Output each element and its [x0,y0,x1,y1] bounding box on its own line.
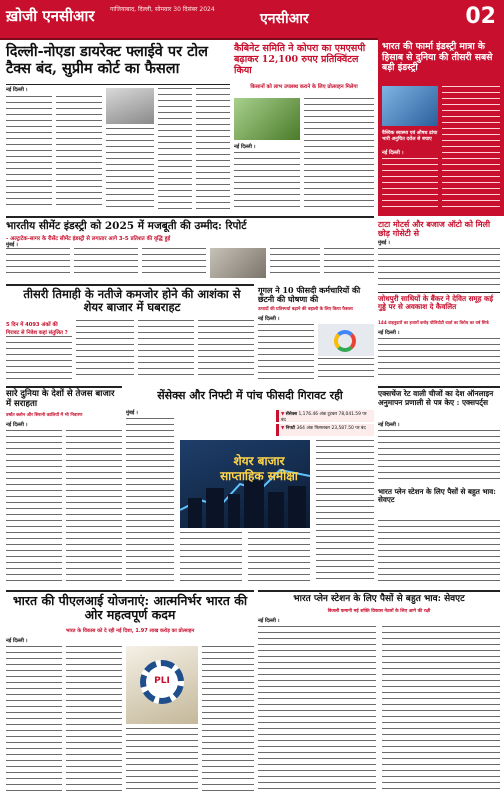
pli-graphic [126,646,198,724]
story-text [74,248,138,278]
story-headline: सारे दुनिया के देशों से तेजस बाजार में सराहता [6,389,115,409]
story-headline: भारत की पीएलआई योजनाएं: आत्मनिर्भर भारत की ओर महत्वपूर्ण कदम [12,593,248,623]
story-plane-station-body [258,590,500,796]
story-text [6,430,62,584]
google-logo-photo [318,324,374,356]
section-name: एनसीआर [260,11,309,27]
divider [6,216,374,218]
byline: नई दिल्ली । [6,638,28,644]
story-text [126,418,174,584]
story-tata-bajaj [378,218,500,288]
story-text [258,324,314,380]
story-headline: भारतीय सीमेंट इंडस्ट्री को 2025 में मजबूती की उम्मीद: रिपोर्ट [6,220,247,232]
story-text [378,430,500,480]
story-text [138,320,194,380]
story-text [382,626,500,794]
story-text [378,338,500,380]
story-text [6,248,70,278]
byline: नई दिल्ली । [258,316,280,322]
byline: नई दिल्ली । [382,150,404,156]
story-kicker: वैश्विक स्वास्थ्य एवं औषध ढांचा भारी अनुचित दरोल से बचाए [382,131,438,142]
story-subheadline: भारत के विकास को दे रही नई दिशा, 1.97 लाख करोड़ का प्रोत्साहन [65,628,195,634]
story-kicker: 5 दिन में 4093 अंकों की गिरावट से निवेश कहां संतुलित ? [6,322,68,336]
story-text [6,336,72,380]
story-subheadline: वर्षांत क्लोन और सिरानी कालियों में भी निवारण [6,413,83,418]
story-text [248,532,310,584]
ticker-sensex [276,410,374,422]
story-text [6,646,62,794]
story-text [6,96,52,210]
market-graphic [180,440,310,528]
divider [6,386,122,388]
byline: नई दिल्ली । [378,422,400,428]
story-subheadline: - अल्ट्राटेक-सागर के रीसेंट सीमेंट इंडस्ट्री से लगातार आगे 3-5 प्रतिशत की वृद्धि हुई [6,236,171,242]
byline: मुंबई । [6,242,18,248]
story-subheadline: 144 वाहनुदारों का हजारों करोड़ पोलियोटी वार्ता का विरोध का वर्ष सिर्फ [378,320,489,325]
story-text [318,358,374,380]
story-text [442,86,500,212]
story-headline: दिल्ली-नोएडा डायरेक्ट फ्लाईवे पर टोल टैक्स बंद, सुप्रीम कोर्ट का फैसला [6,43,208,77]
building-silhouette [188,480,306,528]
down-arrow-icon: ▼ [281,412,285,417]
story-text [378,520,500,584]
story-text [126,728,198,794]
story-text [106,128,154,210]
divider [378,386,500,388]
byline: नई दिल्ली । [378,330,400,336]
story-text [378,248,500,286]
byline: नई दिल्ली । [234,144,256,150]
story-text [304,98,374,210]
story-cement [6,216,374,280]
story-text [66,646,122,794]
story-headline: टाटा मोटर्स और बजाज ऑटो को मिली छोड़ गोसेटी से [378,219,491,239]
pli-badge: PLI [154,676,170,686]
divider [6,590,254,592]
story-headline: जोधपुरी साथियों के बैंकर ने देवित समूह कई गुड्डे पर से अवकाश दे कैवलित [378,294,494,312]
date-line: गाजियाबाद, दिल्ली, सोमवार 30 दिसंबर 2024 [110,6,215,13]
newspaper-logo: ख़ोजी एनसीआर [6,7,95,25]
page-number: 02 [465,4,496,29]
story-headline: तीसरी तिमाही के नतीजे कमजोर होने की आशंका से शेयर बाजार में घबराहट [23,287,241,315]
story-text [234,152,300,210]
ticker-label: निफ्टी [285,426,296,431]
story-sensex-nifty [126,386,374,586]
cement-photo [210,248,266,278]
story-headline: गूगल ने 10 फीसदी कर्मचारियों की छंटनी की घोषणा की [258,285,361,305]
story-flyway [6,44,230,212]
story-text [316,440,374,584]
story-headline: कैबिनेट समिति ने कोपरा का एमएसपी बढ़ाकर 12,100 रुपए प्रतिक्विंटल किया [234,43,366,76]
divider [6,84,230,85]
copra-photo [234,98,300,140]
story-text [196,88,230,210]
byline: नई दिल्ली । [6,87,28,93]
court-photo [106,88,154,124]
story-text [66,430,122,584]
story-headline: भारत की फार्मा इंडस्ट्री मात्रा के हिसाब से दुनिया की तीसरी सबसे बड़ी इंडस्ट्री [382,41,493,74]
banner-text: शेयर बाजार साप्ताहिक समीक्षा [220,454,298,483]
story-text [202,646,254,794]
story-google [258,284,374,382]
divider [378,292,500,293]
story-text [56,96,102,210]
story-headline: एक्सचेंज रेट वाली चीजों का देश ऑनलाइन अनुमापन प्रणाली से पत्र केए : एक्सपर्ट्स [378,389,494,407]
ticker-nifty [276,424,374,436]
story-text [270,248,320,278]
ticker-value: 364 अंक फिसलकर 23,587.50 पर बंद [296,426,366,431]
story-text [324,248,374,278]
story-text [142,248,206,278]
pharma-photo [382,86,438,126]
story-text [258,626,376,794]
story-text [382,158,438,212]
byline: मुंबई । [126,410,138,416]
story-text [158,88,192,210]
story-jodhpuri [378,292,500,382]
story-text [198,320,254,380]
story-copra [234,44,374,212]
divider [258,590,500,592]
ticker-label: सेंसेक्स [285,412,298,417]
down-arrow-icon: ▼ [281,426,285,431]
ticker-value: 1,176.46 अंक टूटकर 78,041.59 पर बंद [281,412,367,423]
divider [6,284,254,286]
story-subheadline: उत्पादों की प्रतिस्पर्धा बढ़ाने की बहाली के लिए किया फैसला [258,307,353,312]
story-headline: सेंसेक्स और निफ्टी में पांच फीसदी गिरावट रही [157,389,343,402]
story-text [180,532,242,584]
page-header [0,0,504,40]
byline: नई दिल्ली । [6,422,28,428]
story-world-markets [6,386,122,586]
story-subheadline: किसानों को लाभ उपलब्ध कराने के लिए प्रोत्साहन मिलेगा [250,84,358,90]
story-headline: भारत प्लेन स्टेशन के लिए पैसों से बहुत भाव: सेवएट [378,487,496,505]
story-pli [6,590,254,796]
byline: मुंबई । [378,240,390,246]
story-exchange-rate [378,386,500,482]
story-text [76,320,134,380]
story-subheadline: बिजली कमानी मई शक्ति विकास नेटलों के लिए आगे की रक्षी [327,609,431,614]
story-q3-results [6,284,254,382]
story-headline-2: भारत प्लेन स्टेशन के लिए पैसों से बहुत भाव: सेवएट [293,594,465,604]
byline: नई दिल्ली । [258,618,280,624]
